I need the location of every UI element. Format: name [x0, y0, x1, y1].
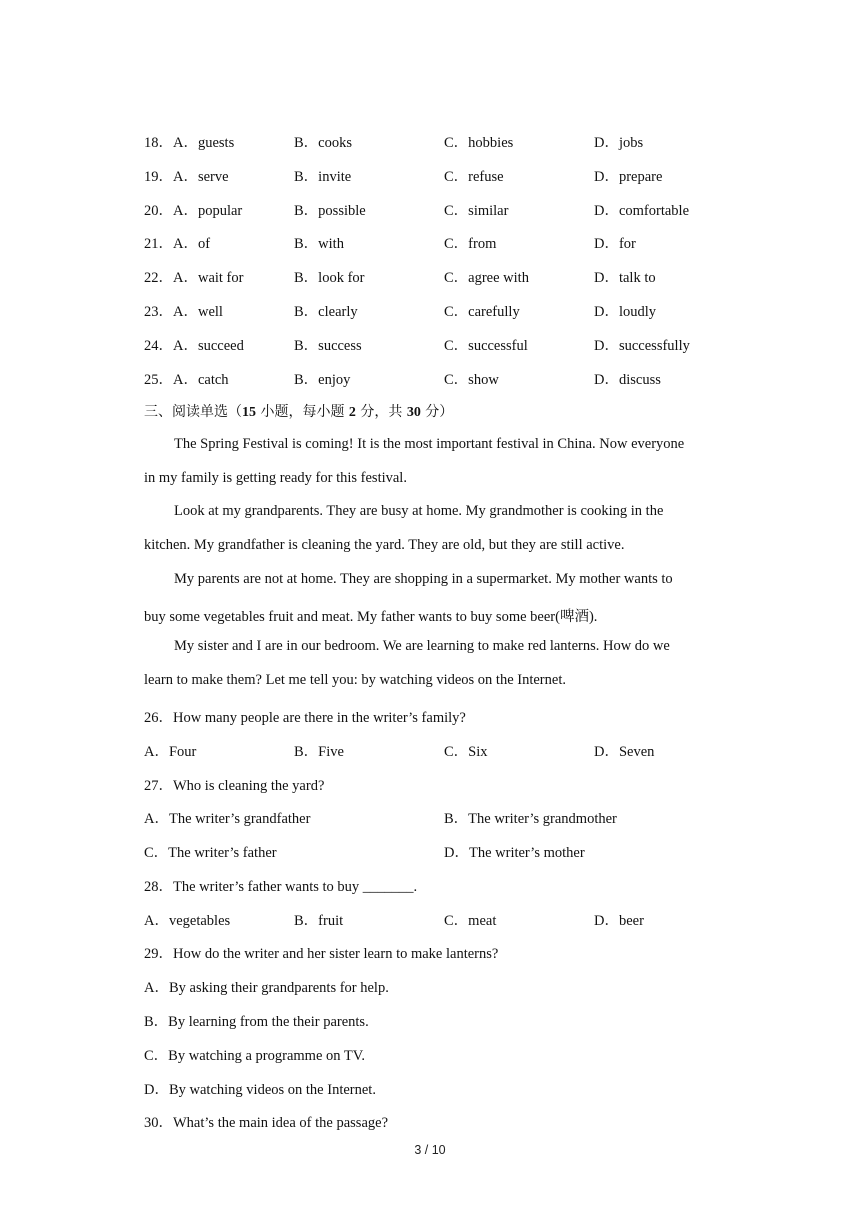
- passage-line: Look at my grandparents. They are busy at home. My grandmother is cooking in the: [174, 503, 664, 519]
- option-b: B．clearly: [294, 304, 358, 320]
- section-points: 2: [348, 405, 356, 420]
- section-total: 30: [406, 405, 421, 420]
- section-count: 15: [242, 405, 256, 420]
- passage-line: buy some vegetables fruit and meat. My father wants to buy some beer(啤酒).: [144, 609, 598, 625]
- option-a: 24．A．succeed: [144, 338, 244, 354]
- option-b: B．enjoy: [294, 372, 351, 388]
- question-29-option-c: C．By watching a programme on TV.: [144, 1048, 365, 1064]
- option-d: D．comfortable: [594, 203, 690, 219]
- option-c: C．agree with: [444, 270, 529, 286]
- question-20-options: [144, 199, 724, 219]
- option-a: 25．A．catch: [144, 372, 229, 388]
- question-29-option-a: A．By asking their grandparents for help.: [144, 980, 389, 996]
- option-a: 18．A．guests: [144, 135, 235, 151]
- question-19-options: [144, 165, 724, 185]
- option-d: D．beer: [594, 913, 644, 929]
- page-number: 3 / 10: [414, 1143, 446, 1157]
- option-a: A．Four: [144, 744, 197, 760]
- question-29-option-b: B．By learning from the their parents.: [144, 1014, 369, 1030]
- section-suffix: 分）: [420, 404, 454, 420]
- question-27-options-row2: [144, 841, 724, 861]
- option-b: B．The writer’s grandmother: [444, 811, 617, 827]
- option-b: B．success: [294, 338, 362, 354]
- question-28-options: [144, 909, 724, 929]
- option-c: C．show: [444, 372, 499, 388]
- option-c: C．Six: [444, 744, 488, 760]
- option-c: C．hobbies: [444, 135, 514, 151]
- option-a: A．The writer’s grandfather: [144, 811, 311, 827]
- passage-line: My sister and I are in our bedroom. We are learning to make red lanterns. How do we: [174, 638, 670, 654]
- passage-line: The Spring Festival is coming! It is the most important festival in China. Now everyone: [174, 436, 685, 452]
- option-b: B．cooks: [294, 135, 352, 151]
- question-18-options: [144, 131, 724, 151]
- option-d: D．prepare: [594, 169, 663, 185]
- option-b: B．with: [294, 236, 344, 252]
- question-29-option-d: D．By watching videos on the Internet.: [144, 1082, 376, 1098]
- option-c: C．successful: [444, 338, 528, 354]
- question-26-stem: 26．How many people are there in the writer’s family?: [144, 710, 466, 726]
- option-a: 23．A．well: [144, 304, 223, 320]
- option-c: C．similar: [444, 203, 509, 219]
- question-27-stem: 27．Who is cleaning the yard?: [144, 778, 325, 794]
- option-c: C．from: [444, 236, 497, 252]
- question-24-options: [144, 334, 724, 354]
- question-23-options: [144, 300, 724, 320]
- question-27-options-row1: [144, 807, 724, 827]
- option-a: 21．A．of: [144, 236, 211, 252]
- section-mid1: 小题，每小题: [256, 404, 349, 420]
- option-c: C．The writer’s father: [144, 845, 277, 861]
- question-21-options: [144, 232, 724, 252]
- option-a: 19．A．serve: [144, 169, 229, 185]
- option-c: C．meat: [444, 913, 497, 929]
- option-a: 20．A．popular: [144, 203, 243, 219]
- option-d: D．talk to: [594, 270, 656, 286]
- option-d: D．jobs: [594, 135, 644, 151]
- option-c: C．refuse: [444, 169, 504, 185]
- section-prefix: 三、阅读单选（: [144, 404, 242, 420]
- option-a: 22．A．wait for: [144, 270, 244, 286]
- option-b: B．invite: [294, 169, 352, 185]
- question-25-options: [144, 368, 724, 388]
- passage-line: My parents are not at home. They are shopping in a supermarket. My mother wants to: [174, 571, 673, 587]
- option-c: C．carefully: [444, 304, 520, 320]
- option-a: A．vegetables: [144, 913, 231, 929]
- option-d: D．Seven: [594, 744, 655, 760]
- option-b: B．look for: [294, 270, 365, 286]
- question-30-stem: 30．What’s the main idea of the passage?: [144, 1115, 389, 1131]
- option-d: D．loudly: [594, 304, 657, 320]
- option-d: D．The writer’s mother: [444, 845, 585, 861]
- question-28-stem: 28．The writer’s father wants to buy _______.: [144, 879, 418, 895]
- question-22-options: [144, 266, 724, 286]
- option-d: D．discuss: [594, 372, 661, 388]
- section-mid2: 分，共: [355, 404, 407, 420]
- option-d: D．for: [594, 236, 636, 252]
- option-d: D．successfully: [594, 338, 690, 354]
- section-heading: [144, 401, 453, 421]
- passage-line: learn to make them? Let me tell you: by watching videos on the Internet.: [144, 672, 566, 688]
- passage-line: in my family is getting ready for this festival.: [144, 470, 407, 486]
- option-b: B．possible: [294, 203, 366, 219]
- option-b: B．Five: [294, 744, 344, 760]
- passage-line: kitchen. My grandfather is cleaning the yard. They are old, but they are still active.: [144, 537, 625, 553]
- option-b: B．fruit: [294, 913, 344, 929]
- question-26-options: [144, 740, 724, 760]
- question-29-stem: 29．How do the writer and her sister learn to make lanterns?: [144, 946, 499, 962]
